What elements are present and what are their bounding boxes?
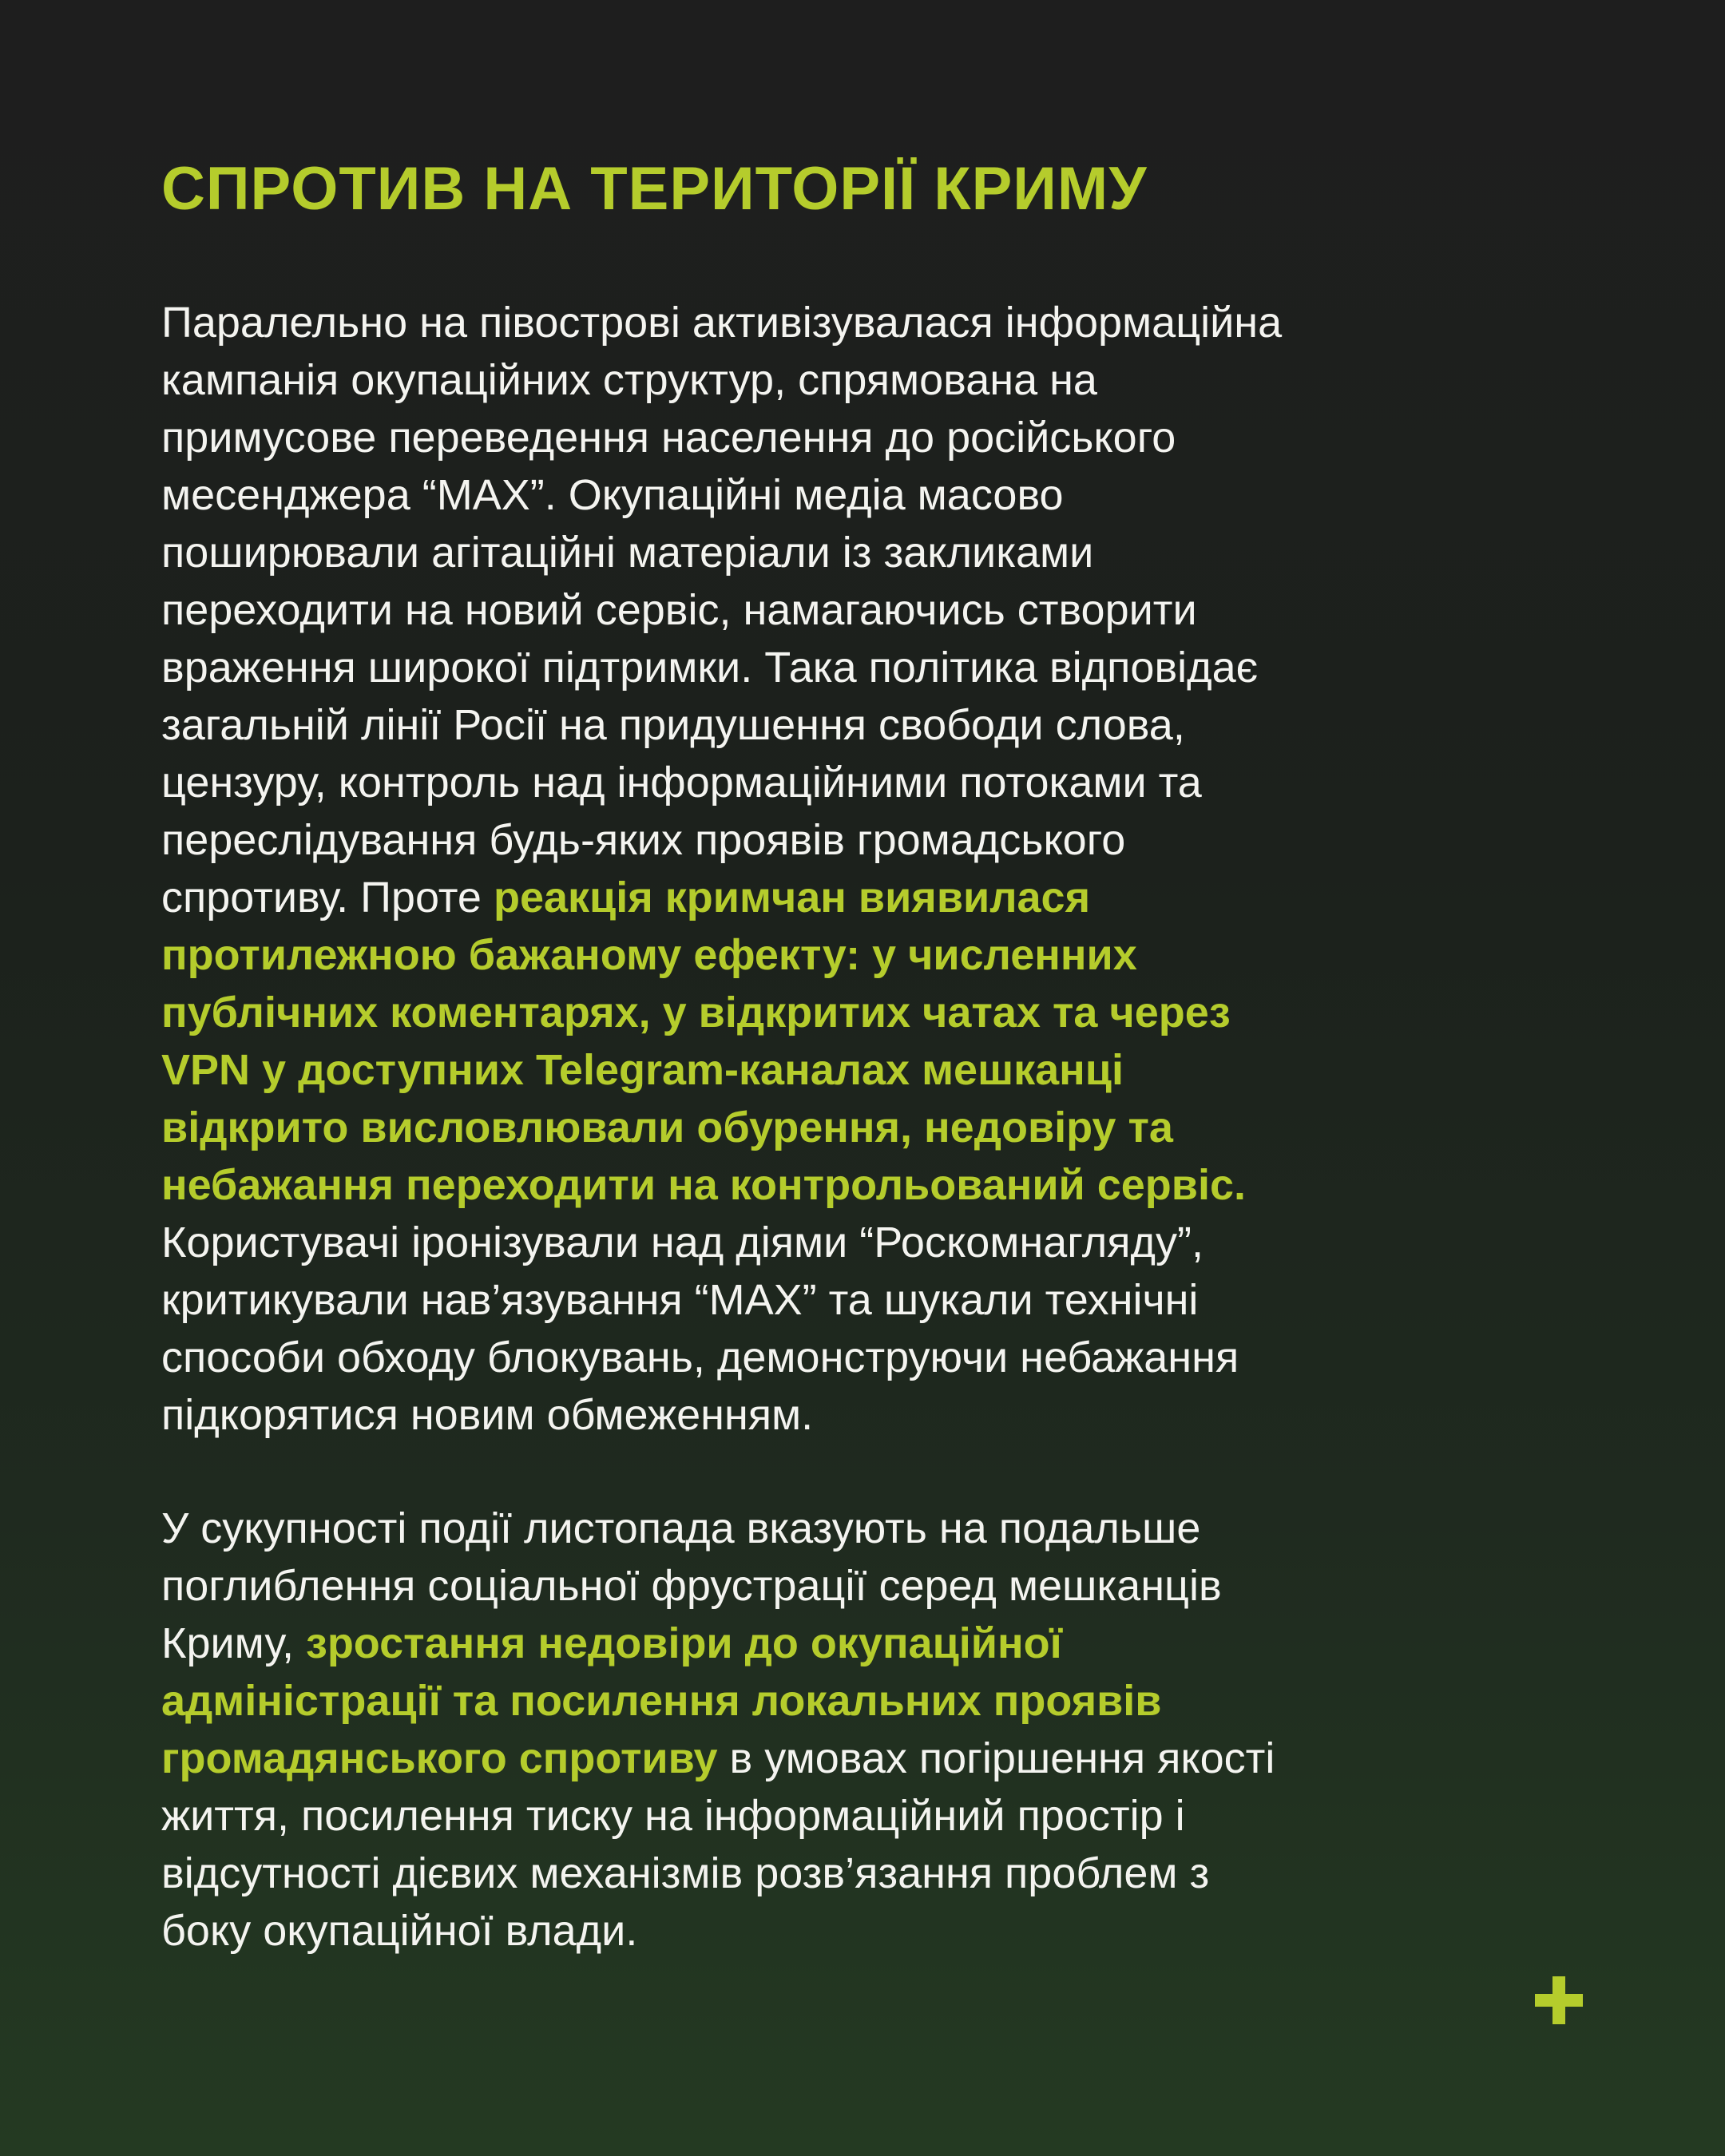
body-text-segment: враження широкої підтримки. Така політика відповідає bbox=[161, 644, 1259, 692]
body-text-segment: поглиблення соціальної фрустрації серед мешканців bbox=[161, 1562, 1222, 1610]
body-text-segment: месенджера “MAX”. Окупаційні медіа масово bbox=[161, 471, 1064, 519]
text-line bbox=[161, 1329, 1599, 1386]
text-line bbox=[161, 294, 1599, 351]
body-text-segment: У сукупності події листопада вказують на подальше bbox=[161, 1504, 1201, 1552]
body-text-segment: загальній лінії Росії на придушення свободи слова, bbox=[161, 701, 1185, 749]
text-line bbox=[161, 409, 1599, 466]
text-line bbox=[161, 1615, 1599, 1672]
body-text-segment: Паралельно на півострові активізувалася інформаційна bbox=[161, 299, 1283, 347]
text-line bbox=[161, 1557, 1599, 1615]
text-line bbox=[161, 1787, 1599, 1845]
text-line bbox=[161, 1845, 1599, 1902]
highlighted-text: протилежною бажаному ефекту: у численних bbox=[161, 931, 1137, 979]
text-line bbox=[161, 754, 1599, 811]
highlighted-text: небажання переходити на контрольований сервіс. bbox=[161, 1161, 1247, 1209]
text-line bbox=[161, 1730, 1599, 1787]
body-text-segment: цензуру, контроль над інформаційними потоками та bbox=[161, 759, 1202, 807]
highlighted-text: публічних коментарях, у відкритих чатах та через bbox=[161, 989, 1231, 1036]
text-line bbox=[161, 1902, 1599, 1960]
highlighted-text: громадянського спротиву bbox=[161, 1734, 718, 1782]
text-line bbox=[161, 811, 1599, 869]
highlighted-text: реакція кримчан виявилася bbox=[493, 874, 1091, 921]
text-line bbox=[161, 639, 1599, 696]
text-line bbox=[161, 1672, 1599, 1730]
text-line bbox=[161, 581, 1599, 639]
body-text-segment: критикували нав’язування “MAX” та шукали технічні bbox=[161, 1276, 1199, 1324]
text-line bbox=[161, 1099, 1599, 1156]
highlighted-text: відкрито висловлювали обурення, недовіру та bbox=[161, 1104, 1173, 1151]
text-line bbox=[161, 1386, 1599, 1444]
body-text-segment: примусове переведення населення до російського bbox=[161, 414, 1176, 462]
body-text-segment: способи обходу блокувань, демонструючи небажання bbox=[161, 1334, 1239, 1381]
body-text-segment: підкорятися новим обмеженням. bbox=[161, 1391, 814, 1439]
body-text-segment: переходити на новий сервіс, намагаючись створити bbox=[161, 586, 1197, 634]
text-line bbox=[161, 524, 1599, 581]
body-text-segment: боку окупаційної влади. bbox=[161, 1907, 638, 1955]
text-line bbox=[161, 1041, 1599, 1099]
highlighted-text: адміністрації та посилення локальних проявів bbox=[161, 1677, 1162, 1725]
body-text-segment: переслідування будь-яких проявів громадського bbox=[161, 816, 1126, 864]
highlighted-text: VPN у доступних Telegram-каналах мешканці bbox=[161, 1046, 1124, 1094]
body-text-segment: Криму, bbox=[161, 1619, 306, 1667]
text-line bbox=[161, 1156, 1599, 1214]
text-line bbox=[161, 984, 1599, 1041]
text-line bbox=[161, 869, 1599, 926]
text-line bbox=[161, 926, 1599, 984]
body-text-segment: спротиву. Проте bbox=[161, 874, 494, 921]
body-text-segment: Користувачі іронізували над діями “Роскомнагляду”, bbox=[161, 1219, 1204, 1266]
paragraph-1 bbox=[161, 294, 1599, 1444]
body-text-segment: відсутності дієвих механізмів розв’язання проблем з bbox=[161, 1849, 1210, 1897]
text-line bbox=[161, 466, 1599, 524]
page-title: СПРОТИВ НА ТЕРИТОРІЇ КРИМУ bbox=[161, 155, 1148, 223]
text-line bbox=[161, 1500, 1599, 1557]
plus-icon bbox=[1535, 1976, 1583, 2024]
body-text-segment: поширювали агітаційні матеріали із закликами bbox=[161, 529, 1094, 577]
body-text-segment: кампанія окупаційних структур, спрямована на bbox=[161, 356, 1097, 404]
text-line bbox=[161, 696, 1599, 754]
paragraph-2 bbox=[161, 1500, 1599, 1960]
body-text-segment: в умовах погіршення якості bbox=[717, 1734, 1275, 1782]
highlighted-text: зростання недовіри до окупаційної bbox=[305, 1619, 1062, 1667]
text-line bbox=[161, 1271, 1599, 1329]
text-line bbox=[161, 1214, 1599, 1271]
body-text-segment: життя, посилення тиску на інформаційний простір і bbox=[161, 1792, 1185, 1840]
text-line bbox=[161, 351, 1599, 409]
